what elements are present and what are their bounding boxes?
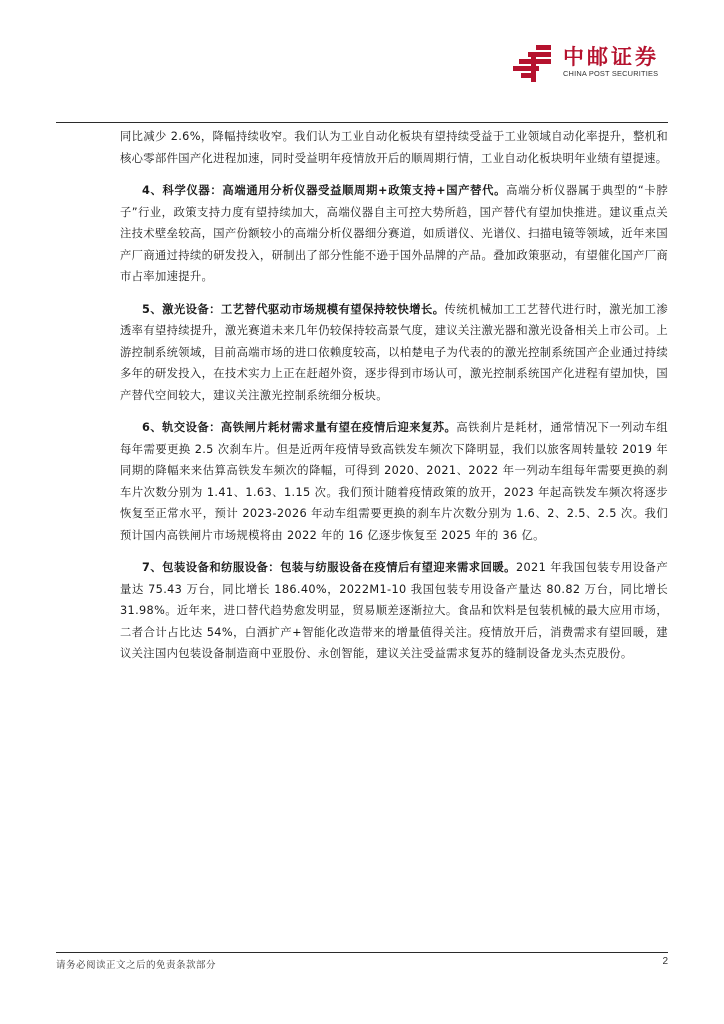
report-body — [120, 126, 668, 676]
header-divider — [56, 122, 668, 123]
page-header — [0, 0, 724, 125]
paragraph-rail-transit — [120, 417, 668, 546]
section-text-packaging-textile: 2021 年我国包装专用设备产量达 75.43 万台，同比增长 186.40%，2022M1-10 我国包装专用设备产量达 80.82 万台，同比增长 31.98%。近年来，进口替代趋势愈发明显，贸易顺差逐渐拉大。食品和饮料是包装机械的最大应用市场，二者合计占比达 54%，白酒扩产+智能化改造带来的增量值得关注。疫情放开后，消费需求有望回暖，建议关注国内包装设备制造商中亚股份、永创智能，建议关注受益需求复苏的缝制设备龙头杰克股份。 — [120, 561, 668, 660]
section-heading-laser-equipment: 5、激光设备：工艺替代驱动市场规模有望保持较快增长。 — [142, 302, 445, 316]
section-text-rail-transit: 高铁刹片是耗材，通常情况下一列动车组每年需要更换 2.5 次刹车片。但是近两年疫情导致高铁发车频次下降明显，我们以旅客周转量较 2019 年同期的降幅来来估算高铁发车频次的降幅，可得到 2020、2021、2022 年一列动车组每年需要更换的刹车片次数分别为 1.41、1.63、1.15 次。我们预计随着疫情政策的放开，2023 年起高铁发车频次将逐步恢复至正常水平，预计 2023-2026 年动车组需要更换的刹车片次数分别为 1.6、2、2.5、2.5 次。我们预计国内高铁闸片市场规模将由 2022 年的 16 亿逐步恢复至 2025 年的 36 亿。 — [120, 421, 668, 542]
logo-english-name: CHINA POST SECURITIES — [563, 69, 659, 78]
section-text-laser-equipment: 传统机械加工工艺替代进行时，激光加工渗透率有望持续提升，激光赛道未来几年仍较保持较高景气度，建议关注激光器和激光设备相关上市公司。上游控制系统领域，目前高端市场的进口依赖度较高，以柏楚电子为代表的的激光控制系统国产企业通过持续多年的研发投入，在技术实力上正在赶超外资，逐步得到市场认可，激光控制系统国产化进程有望加快，国产替代空间较大，建议关注激光控制系统细分板块。 — [120, 302, 668, 402]
section-heading-packaging-textile: 7、包装设备和纺服设备：包装与纺服设备在疫情后有望迎来需求回暖。 — [142, 561, 516, 574]
section-heading-scientific-instruments: 4、科学仪器：高端通用分析仪器受益顺周期+政策支持+国产替代。 — [142, 184, 507, 197]
logo-chinese-name: 中邮证券 — [563, 45, 659, 69]
paragraph-industrial-automation: 同比减少 2.6%，降幅持续收窄。我们认为工业自动化板块有望持续受益于工业领域自动化率提升，整机和核心零部件国产化进程加速，同时受益明年疫情放开后的顺周期行情，工业自动化板块明年业绩有望提速。 — [120, 130, 668, 165]
company-logo — [513, 44, 673, 84]
section-heading-rail-transit: 6、轨交设备：高铁闸片耗材需求量有望在疫情后迎来复苏。 — [142, 421, 457, 434]
paragraph-laser-equipment — [120, 299, 668, 407]
paragraph-scientific-instruments — [120, 180, 668, 288]
footer-divider — [56, 952, 668, 953]
china-post-logo-icon — [513, 44, 553, 82]
page-number: 2 — [662, 956, 668, 967]
paragraph-packaging-textile — [120, 557, 668, 665]
footer-disclaimer: 请务必阅读正文之后的免责条款部分 — [56, 960, 217, 971]
section-text-scientific-instruments: 高端分析仪器属于典型的“卡脖子”行业，政策支持力度有望持续加大，高端仪器自主可控大势所趋，国产替代有望加快推进。建议重点关注技术壁垒较高，国产份额较小的高端分析仪器细分赛道，如质谱仪、光谱仪、扫描电镜等领域，近年来国产厂商通过持续的研发投入，研制出了部分性能不逊于国外品牌的产品。叠加政策驱动，有望催化国产厂商市占率加速提升。 — [120, 184, 668, 283]
